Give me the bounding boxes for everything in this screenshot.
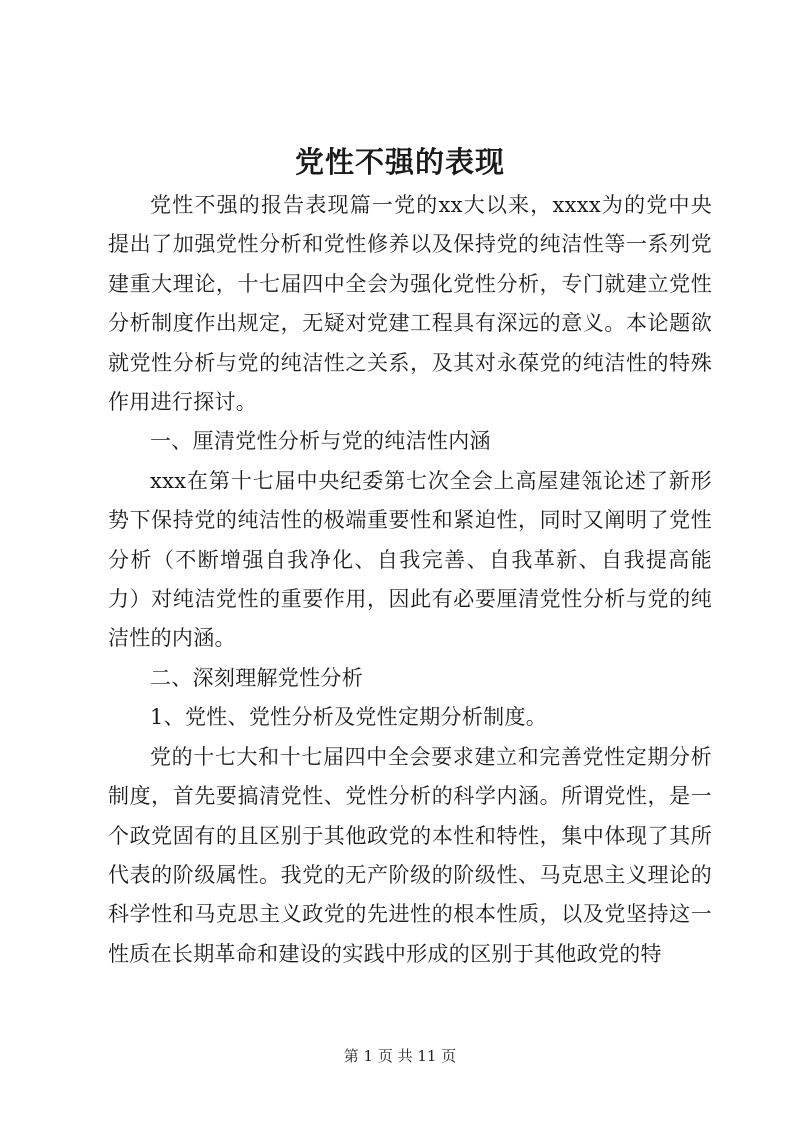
page-footer: 第 1 页 共 11 页 <box>343 1047 457 1065</box>
document-body <box>108 186 712 974</box>
section-heading-2: 二、深刻理解党性分析 <box>150 665 363 690</box>
paragraph-subsection-1: 党的十七大和十七届四中全会要求建立和完善党性定期分析制度，首先要搞清党性、党性分析的科学内涵。所谓党性，是一个政党固有的且区别于其他政党的本性和特性，集中体现了其所代表的阶级属性。我党的无产阶级的阶级性、马克思主义理论的科学性和马克思主义政党的先进性的根本性质，以及党坚持这一性质在长期革命和建设的实践中形成的区别于其他政党的特 <box>108 744 712 966</box>
subsection-heading-1: 1、党性、党性分析及党性定期分析制度。 <box>150 705 548 730</box>
paragraph-section-1: xxx在第十七届中央纪委第七次全会上高屋建瓴论述了新形势下保持党的纯洁性的极端重要性和紧迫性，同时又阐明了党性分析（不断增强自我净化、自我完善、自我革新、自我提高能力）对纯洁党性的重要作用，因此有必要厘清党性分析与党的纯洁性的内涵。 <box>108 468 712 651</box>
section-heading-1: 一、厘清党性分析与党的纯洁性内涵 <box>150 429 491 454</box>
paragraph-intro: 党性不强的报告表现篇一党的xx大以来，xxxx为的党中央提出了加强党性分析和党性修养以及保持党的纯洁性等一系列党建重大理论，十七届四中全会为强化党性分析，专门就建立党性分析制度作出规定，无疑对党建工程具有深远的意义。本论题欲就党性分析与党的纯洁性之关系，及其对永葆党的纯洁性的特殊作用进行探讨。 <box>108 193 712 415</box>
page-title: 党性不强的表现 <box>294 145 505 179</box>
